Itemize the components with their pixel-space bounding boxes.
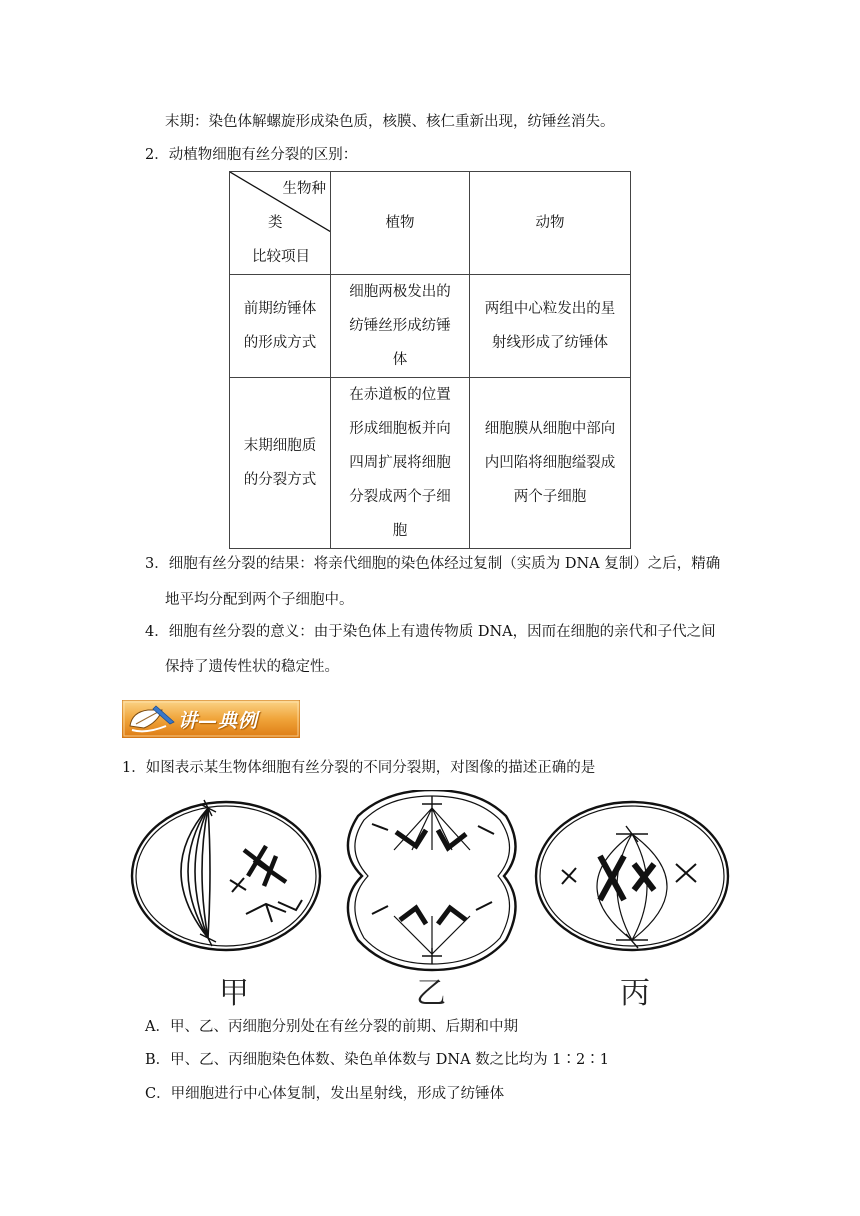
header-type-suffix: 类 bbox=[268, 215, 283, 231]
header-animal: 动物 bbox=[470, 172, 631, 275]
cell-line: 细胞两极发出的 bbox=[349, 284, 451, 300]
row-item-cell bbox=[230, 378, 331, 549]
option-c: C．甲细胞进行中心体复制，发出星射线，形成了纺锤体 bbox=[145, 1086, 505, 1102]
figure-label-yi: 乙 bbox=[416, 976, 446, 1011]
comparison-table bbox=[229, 171, 631, 549]
cell-line: 在赤道板的位置 bbox=[349, 387, 451, 403]
cell-line: 前期纺锤体 bbox=[243, 301, 317, 317]
paragraph-difference-heading: 2．动植物细胞有丝分裂的区别： bbox=[145, 147, 358, 163]
cell-line: 末期细胞质 bbox=[243, 438, 317, 454]
paragraph-result-cont: 地平均分配到两个子细胞中。 bbox=[165, 592, 354, 608]
cell-line: 分裂成两个子细 bbox=[349, 489, 451, 505]
cell-line: 的形成方式 bbox=[243, 335, 317, 351]
row-plant-cell bbox=[331, 378, 470, 549]
table-row bbox=[230, 378, 631, 549]
cell-line: 射线形成了纺锤体 bbox=[492, 335, 608, 351]
header-plant: 植物 bbox=[331, 172, 470, 275]
cell-line: 内凹陷将细胞缢裂成 bbox=[484, 455, 616, 471]
row-animal-cell bbox=[470, 378, 631, 549]
paragraph-significance-cont: 保持了遗传性状的稳定性。 bbox=[165, 659, 339, 675]
cell-line: 形成细胞板并向 bbox=[349, 421, 451, 437]
cell-line: 的分裂方式 bbox=[243, 472, 317, 488]
figure-label-bing: 丙 bbox=[620, 976, 650, 1011]
table-row bbox=[230, 275, 631, 378]
cell-bing bbox=[536, 802, 728, 950]
table-header-row bbox=[230, 172, 631, 275]
cell-line: 体 bbox=[392, 352, 408, 368]
header-comparison-item: 比较项目 bbox=[252, 249, 310, 265]
row-plant-cell bbox=[331, 275, 470, 378]
cell-yi bbox=[348, 790, 516, 970]
diagonal-header-cell bbox=[230, 172, 331, 275]
cell-line: 四周扩展将细胞 bbox=[349, 455, 451, 471]
paragraph-significance: 4．细胞有丝分裂的意义：由于染色体上有遗传物质 DNA，因而在细胞的亲代和子代之间 bbox=[145, 624, 716, 640]
cell-line: 纺锤丝形成纺锤 bbox=[349, 318, 451, 334]
option-a: A．甲、乙、丙细胞分别处在有丝分裂的前期、后期和中期 bbox=[145, 1019, 518, 1035]
cell-line: 细胞膜从细胞中部向 bbox=[484, 421, 616, 437]
row-item-cell bbox=[230, 275, 331, 378]
cell-line: 两组中心粒发出的星 bbox=[484, 301, 616, 317]
row-animal-cell bbox=[470, 275, 631, 378]
cell-line: 胞 bbox=[392, 523, 408, 539]
header-organism-type: 生物种 bbox=[282, 181, 326, 197]
paragraph-telophase: 末期：染色体解螺旋形成染色质，核膜、核仁重新出现，纺锤丝消失。 bbox=[165, 114, 615, 130]
cell-jia bbox=[132, 800, 320, 950]
option-b: B．甲、乙、丙细胞染色体数、染色单体数与 DNA 数之比均为 1∶2∶1 bbox=[145, 1052, 609, 1068]
paragraph-result: 3．细胞有丝分裂的结果：将亲代细胞的染色体经过复制（实质为 DNA 复制）之后，精确 bbox=[145, 556, 721, 572]
question-stem: 1．如图表示某生物体细胞有丝分裂的不同分裂期，对图像的描述正确的是 bbox=[122, 760, 596, 776]
cell-line: 两个子细胞 bbox=[513, 489, 587, 505]
banner-title: 讲—典例 bbox=[178, 710, 259, 732]
figure-label-jia: 甲 bbox=[219, 976, 249, 1011]
